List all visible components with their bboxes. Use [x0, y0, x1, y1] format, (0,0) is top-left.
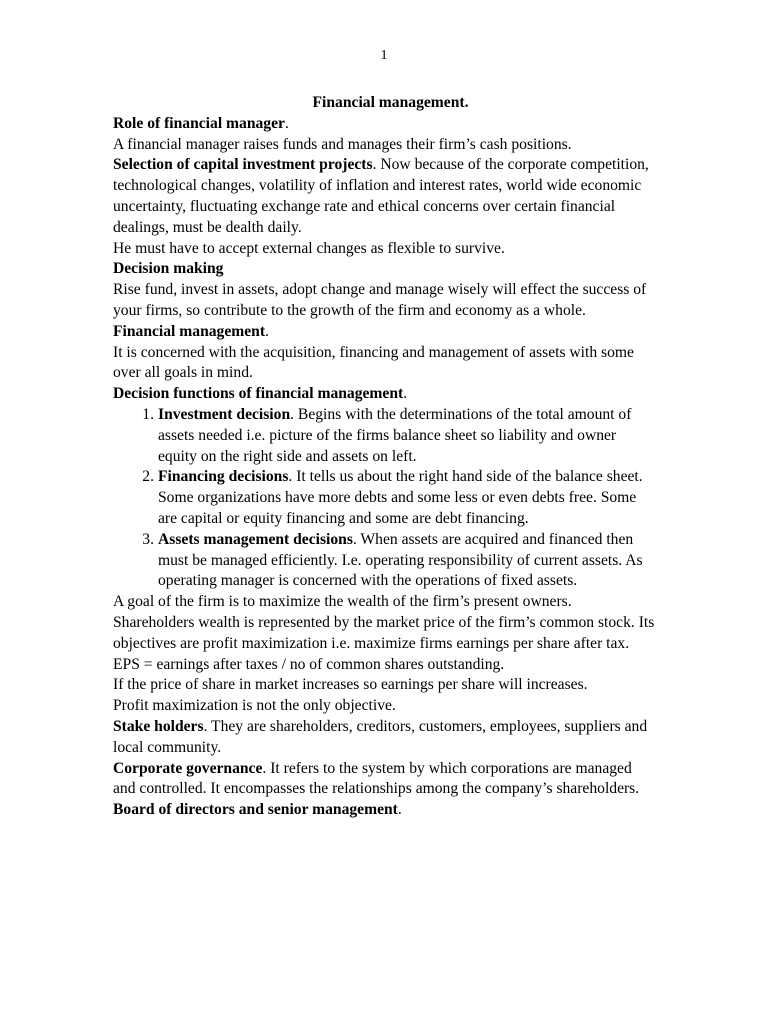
decision-making-text: Rise fund, invest in assets, adopt change and manage wisely will effect the success of your firms, so contribute to the growth of the firm and economy as a whole.: [113, 281, 647, 319]
decision-functions-heading-suffix: .: [403, 385, 408, 403]
goal-text-5: Profit maximization is not the only objective.: [113, 697, 396, 715]
role-heading-suffix: .: [284, 114, 289, 132]
selection-paragraph: [113, 155, 658, 238]
corporate-governance-heading: Corporate governance: [113, 759, 263, 777]
list-item: [142, 467, 658, 529]
stake-holders-paragraph: [113, 717, 658, 759]
selection-heading: Selection of capital investment projects: [113, 156, 373, 174]
goal-text-3: EPS = earnings after taxes / no of common shares outstanding.: [113, 655, 505, 673]
list-item-heading: Financing decisions: [158, 468, 289, 486]
role-heading: Role of financial manager: [113, 114, 285, 132]
role-text: A financial manager raises funds and manages their firm’s cash positions.: [113, 135, 572, 153]
board-heading: Board of directors and senior management: [113, 801, 398, 819]
corporate-governance-text: . It refers to the system by which corporations are managed and controlled. It encompasses the relationships among the company’s shareholders.: [113, 759, 640, 798]
role-heading-line: [113, 114, 658, 135]
stake-holders-text: . They are shareholders, creditors, customers, employees, suppliers and local community.: [113, 717, 648, 756]
decision-functions-heading: Decision functions of financial management: [113, 385, 404, 403]
list-item-text: . It tells us about the right hand side of the balance sheet. Some organizations have more debts and some less or even debts free. Some are capital or equity financing and some are debt financing.: [158, 468, 643, 527]
decision-making-heading-line: [113, 259, 658, 280]
list-item-number: 1.: [142, 405, 154, 423]
decision-making-heading: Decision making: [113, 260, 224, 278]
board-heading-suffix: .: [397, 801, 402, 819]
board-heading-line: [113, 800, 658, 821]
decision-functions-list: [113, 405, 658, 592]
financial-management-heading: Financial management: [113, 322, 266, 340]
selection-text: . Now because of the corporate competition, technological changes, volatility of inflation and interest rates, world wide economic uncertainty, fluctuating exchange rate and ethical concerns over certain financial dealings, must be dealth daily.: [113, 156, 649, 236]
list-item-heading: Investment decision: [158, 405, 291, 423]
document-title: Financial management.: [312, 94, 469, 111]
list-item-text: . When assets are acquired and financed then must be managed efficiently. I.e. operating responsibility of current assets. As operating manager is concerned with the operations of fixed assets.: [158, 530, 643, 590]
goal-text-1: A goal of the firm is to maximize the wealth of the firm’s present owners.: [113, 593, 572, 611]
selection-text-2: He must have to accept external changes as flexible to survive.: [113, 239, 505, 257]
list-item-text: . Begins with the determinations of the total amount of assets needed i.e. picture of the firms balance sheet so liability and owner equity on the right side and assets on left.: [158, 405, 632, 465]
page-number: 1: [380, 48, 388, 63]
corporate-governance-paragraph: [113, 759, 658, 801]
list-item-heading: Assets management decisions: [158, 530, 353, 548]
financial-management-heading-line: [113, 322, 658, 343]
document-body: [113, 93, 658, 821]
list-item-number: 2.: [142, 468, 154, 486]
list-item-number: 3.: [142, 530, 154, 548]
stake-holders-heading: Stake holders: [113, 717, 204, 735]
goal-text-2: Shareholders wealth is represented by the market price of the firm’s common stock. Its objectives are profit maximization i.e. maximize firms earnings per share after tax.: [113, 613, 655, 652]
goal-text-4: If the price of share in market increases so earnings per share will increases.: [113, 676, 588, 694]
list-item: [142, 530, 658, 592]
decision-functions-heading-line: [113, 384, 658, 405]
list-item: [142, 405, 658, 467]
financial-management-text: It is concerned with the acquisition, financing and management of assets with some over all goals in mind.: [113, 343, 634, 382]
financial-management-heading-suffix: .: [265, 322, 269, 340]
